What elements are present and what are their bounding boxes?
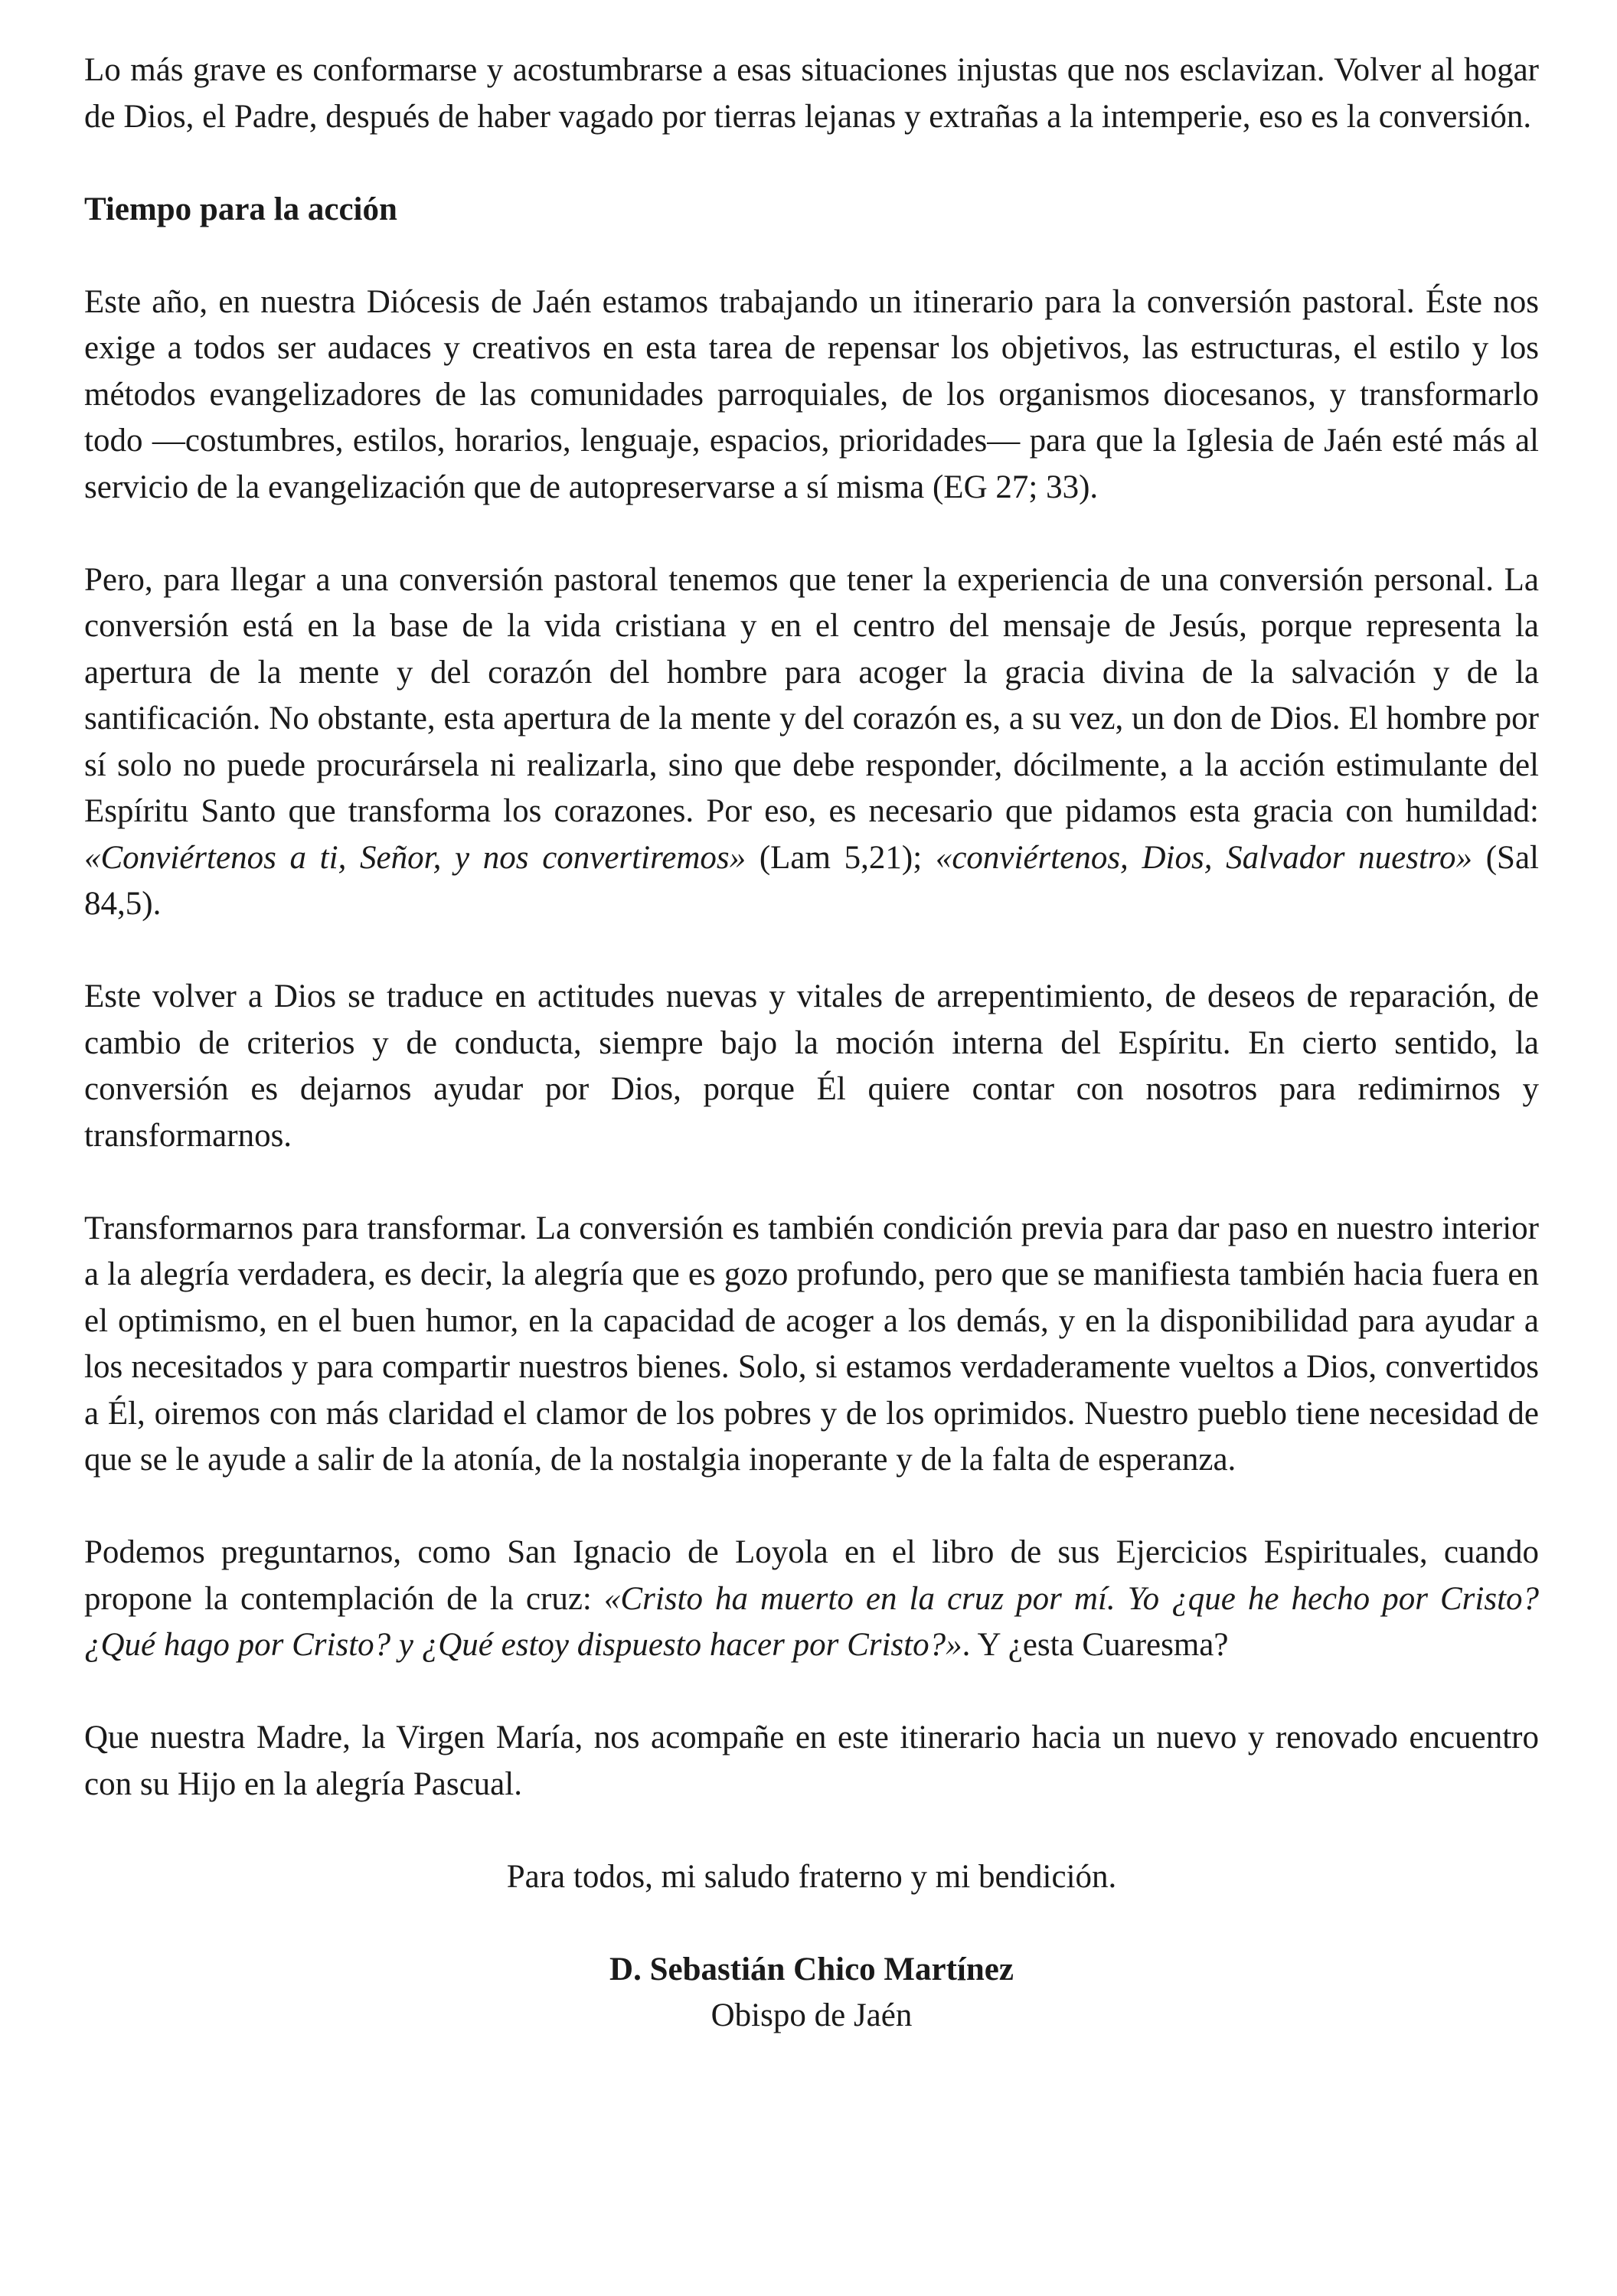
section-heading: Tiempo para la acción — [84, 191, 397, 227]
signer-name: D. Sebastián Chico Martínez — [609, 1951, 1014, 1987]
paragraph-text: Pero, para llegar a una conversión pastoral tenemos que tener la experiencia de una conversión personal. La conversión está en la base de la vida cristiana y en el centro del mensaje de Jesús, porque representa la apertura de la mente y del corazón del hombre para acoger la gracia divina de la salvación y de la santificación. No obstante, esta apertura de la mente y del corazón es, a su vez, un don de Dios. El hombre por sí solo no puede procurársela ni realizarla, sino que debe responder, dócilmente, a la acción estimulante del Espíritu Santo que transforma los corazones. Por eso, es necesario que pidamos esta gracia con humildad: — [84, 561, 1539, 829]
section-tiempo-accion — [84, 187, 1539, 511]
paragraph-volver-a-dios: Este volver a Dios se traduce en actitudes nuevas y vitales de arrepentimiento, de deseos de reparación, de cambio de criterios y de conducta, siempre bajo la moción interna del Espíritu. En cierto sentido, la conversión es dejarnos ayudar por Dios, porque Él quiere contar con nosotros para redimirnos y transformarnos. — [84, 978, 1539, 1154]
intro-paragraph: Lo más grave es conformarse y acostumbrarse a esas situaciones injustas que nos esclavizan. Volver al hogar de Dios, el Padre, después de haber vagado por tierras lejanas y extrañas a la intemperie, eso es la conversión. — [84, 52, 1539, 135]
reference-sal: (Sal 84,5). — [84, 839, 1539, 922]
signature-block — [84, 1947, 1539, 2040]
signer-title: Obispo de Jaén — [710, 1997, 913, 2033]
paragraph-conversion-personal — [84, 557, 1539, 928]
paragraph-virgen-maria: Que nuestra Madre, la Virgen María, nos acompañe en este itinerario hacia un nuevo y renovado encuentro con su Hijo en la alegría Pascual. — [84, 1720, 1539, 1802]
quote-salmo: «conviértenos, Dios, Salvador nuestro» — [935, 839, 1473, 876]
paragraph-tail: . Y ¿esta Cuaresma? — [962, 1627, 1229, 1663]
reference-lam: (Lam 5,21); — [746, 839, 936, 876]
paragraph-text: Podemos preguntarnos, como San Ignacio de Loyola en el libro de sus Ejercicios Espirituales, cuando propone la contemplación de la cruz: — [84, 1534, 1539, 1617]
paragraph-conversion-pastoral: Este año, en nuestra Diócesis de Jaén estamos trabajando un itinerario para la conversión pastoral. Éste nos exige a todos ser audaces y creativos en esta tarea de repensar los objetivos, las estructuras, el estilo y los métodos evangelizadores de las comunidades parroquiales, de los organismos diocesanos, y transformarlo todo —costumbres, estilos, horarios, lenguaje, espacios, prioridades— para que la Iglesia de Jaén esté más al servicio de la evangelización que de autopreservarse a sí misma (EG 27; 33). — [84, 283, 1539, 505]
quote-san-ignacio: «Cristo ha muerto en la cruz por mí. Yo ¿que he hecho por Cristo? ¿Qué hago por Cristo? y ¿Qué estoy dispuesto hacer por Cristo?» — [84, 1580, 1540, 1663]
quote-lamentaciones: «Conviértenos a ti, Señor, y nos convertiremos» — [84, 839, 746, 876]
paragraph-transformarnos: Transformarnos para transformar. La conversión es también condición previa para dar paso en nuestro interior a la alegría verdadera, es decir, la alegría que es gozo profundo, pero que se manifiesta también hacia fuera en el optimismo, en el buen humor, en la capacidad de acoger a los demás, y en la disponibilidad para ayudar a los necesitados y para compartir nuestros bienes. Solo, si estamos verdaderamente vueltos a Dios, convertidos a Él, oiremos con más claridad el clamor de los pobres y de los oprimidos. Nuestro pueblo tiene necesidad de que se le ayude a salir de la atonía, de la nostalgia inoperante y de la falta de esperanza. — [84, 1210, 1539, 1478]
paragraph-san-ignacio — [84, 1530, 1539, 1669]
closing-greeting: Para todos, mi saludo fraterno y mi bendición. — [506, 1858, 1117, 1895]
letter-page — [84, 47, 1539, 2040]
